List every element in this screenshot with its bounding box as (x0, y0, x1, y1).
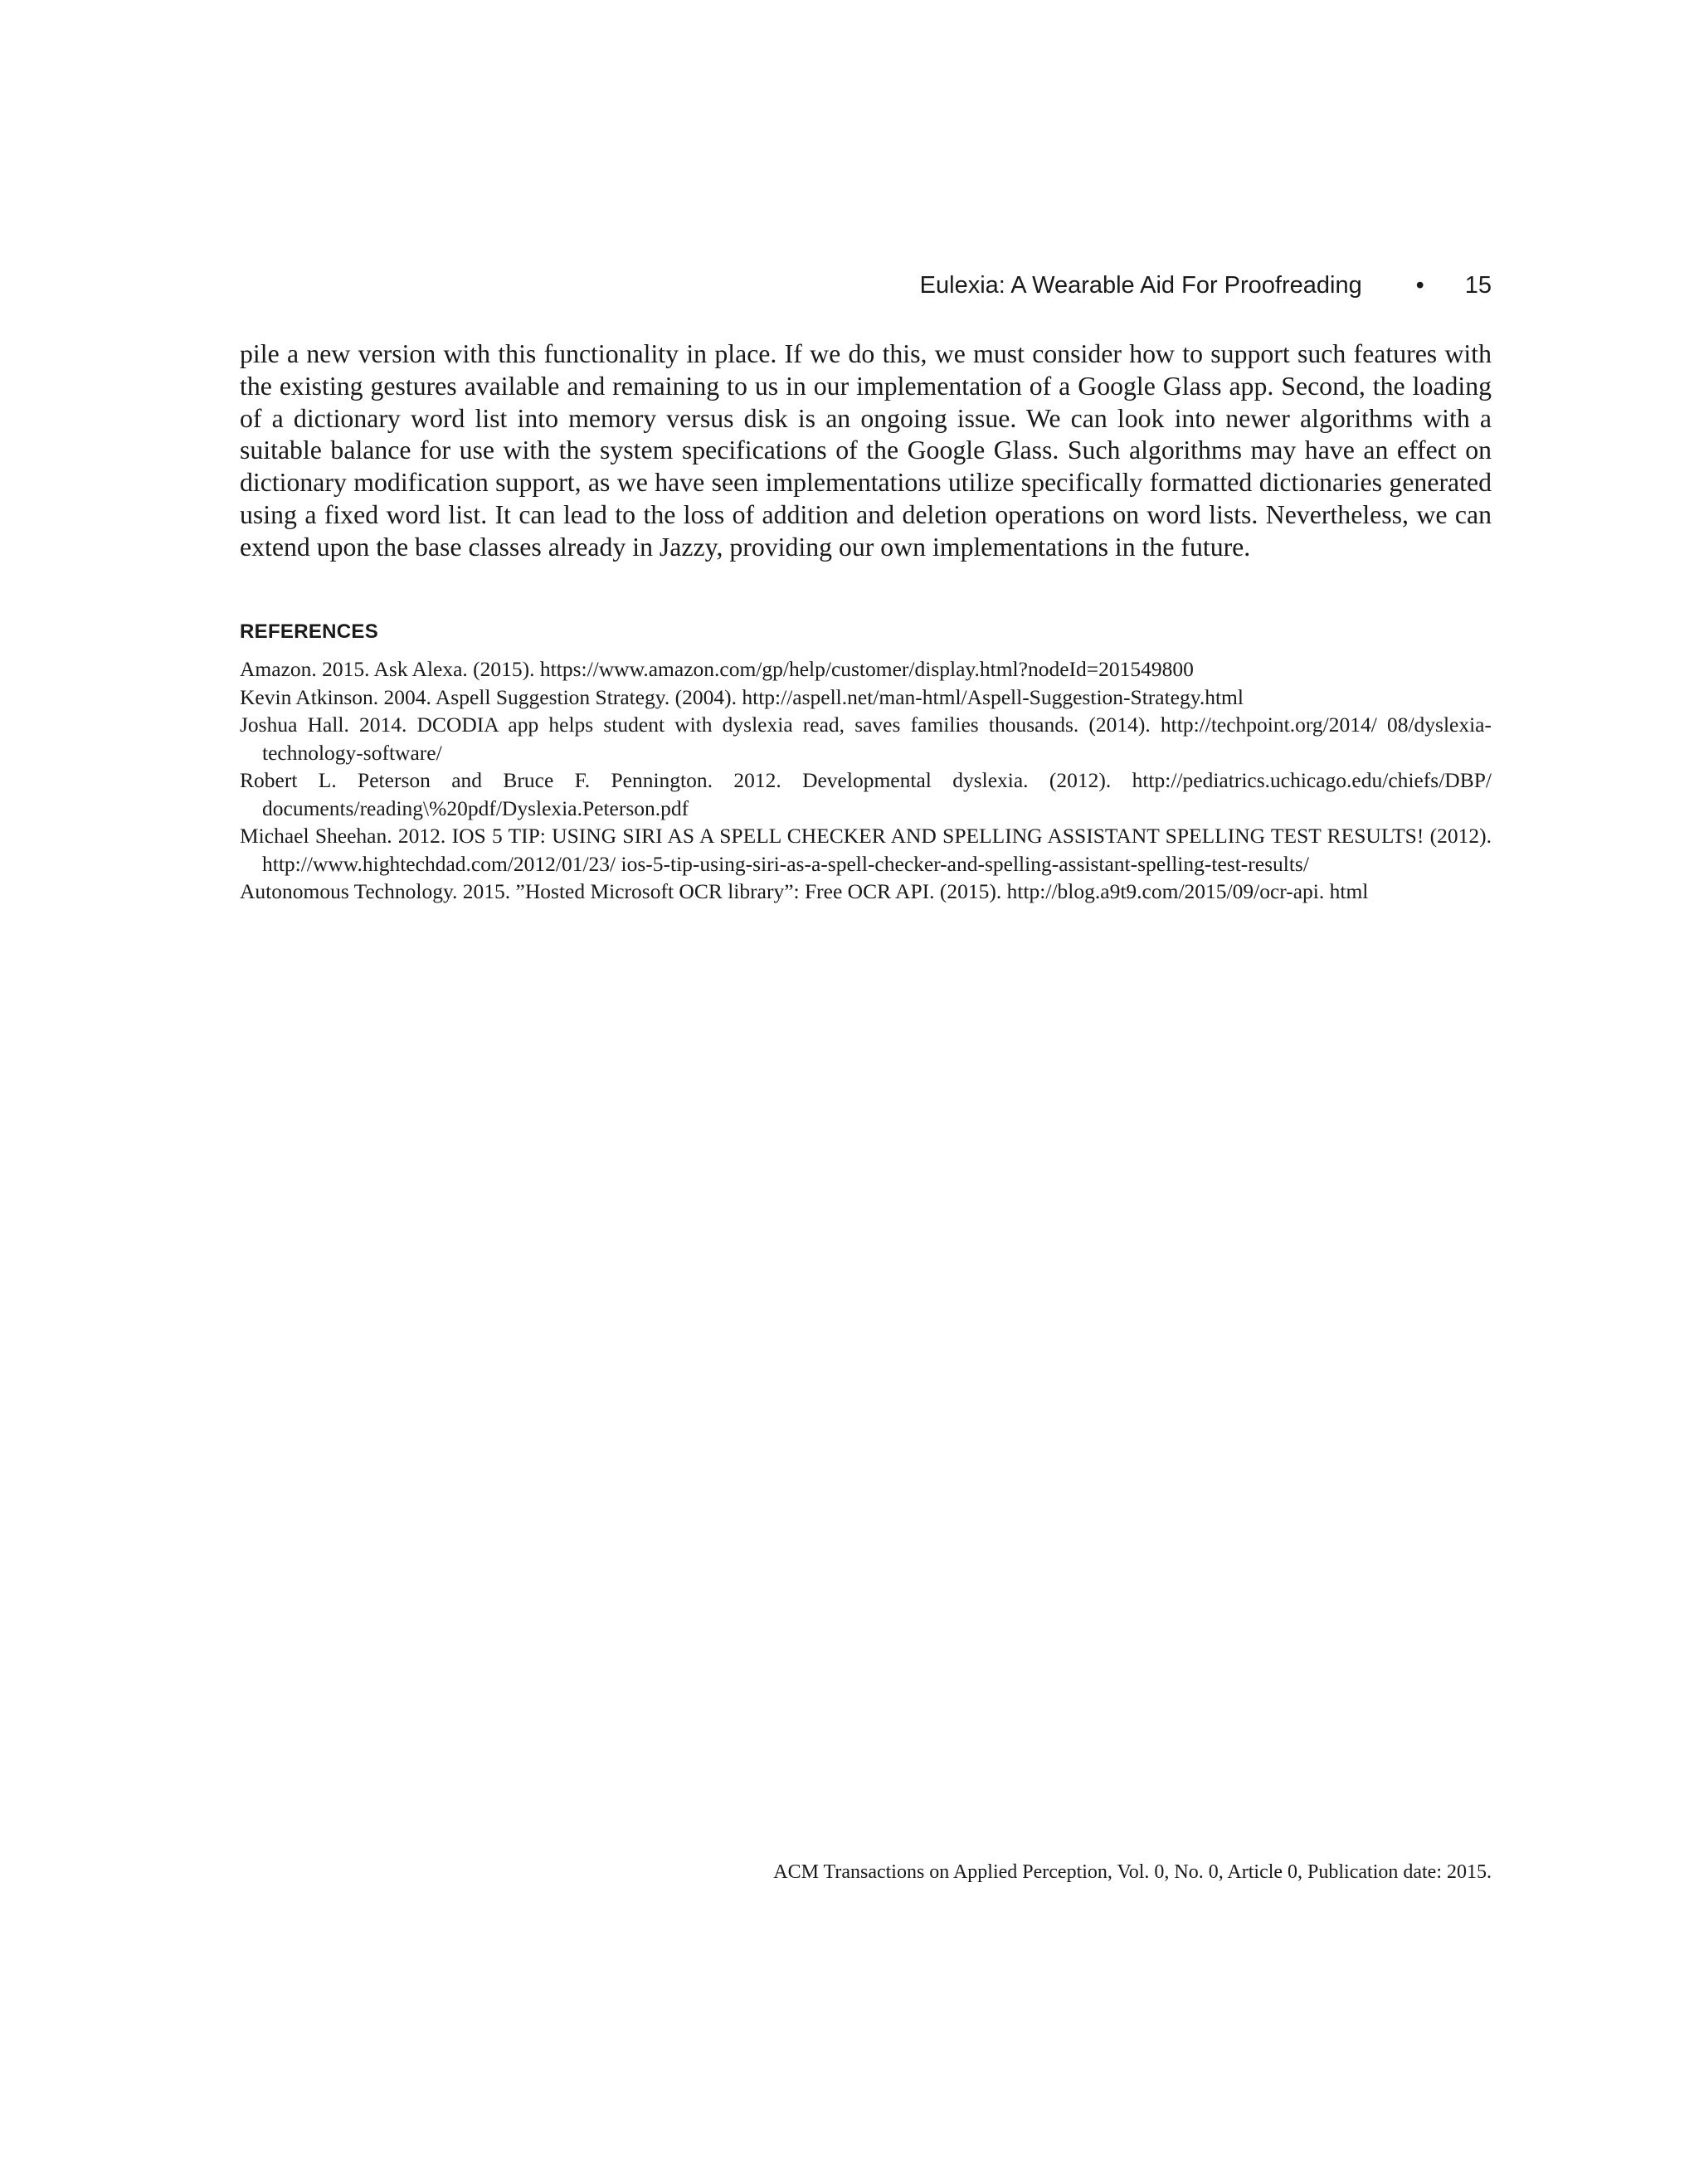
running-head (240, 272, 1492, 299)
references-heading: REFERENCES (240, 620, 379, 643)
reference-item: Autonomous Technology. 2015. ”Hosted Microsoft OCR library”: Free OCR API. (2015). http://blog.a9t9.com/2015/09/ocr-api. html (240, 879, 1369, 903)
references-list (240, 655, 1492, 906)
body-paragraph: pile a new version with this functionality in place. If we do this, we must consider how to support such features with the existing gestures available and remaining to us in our implementation of a Google Glass app. Second, the loading of a dictionary word list into memory versus disk is an ongoing issue. We can look into newer algorithms with a suitable balance for use with the system specifications of the Google Glass. Such algorithms may have an effect on dictionary modification support, as we have seen implementations utilize specifically formatted dictionaries generated using a fixed word list. It can lead to the loss of addition and deletion operations on word lists. Nevertheless, we can extend upon the base classes already in Jazzy, providing our own implementations in the future. (240, 339, 1492, 562)
reference-item: Michael Sheehan. 2012. IOS 5 TIP: USING SIRI AS A SPELL CHECKER AND SPELLING ASSISTANT SPELLING TEST RESULTS! (2012). http://www.hightechdad.com/2012/01/23/ ios-5-tip-using-siri-as-a-spell-checker-and-spelling-assistant-spelling-test-results/ (240, 824, 1492, 876)
reference-item: Joshua Hall. 2014. DCODIA app helps student with dyslexia read, saves families thousands. (2014). http://techpoint.org/2014/ 08/dyslexia-technology-software/ (240, 713, 1492, 765)
bullet-separator: • (1415, 272, 1424, 299)
publication-footer: ACM Transactions on Applied Perception, Vol. 0, No. 0, Article 0, Publication date: 2015. (773, 1861, 1492, 1883)
running-title: Eulexia: A Wearable Aid For Proofreading (919, 272, 1362, 299)
reference-item: Kevin Atkinson. 2004. Aspell Suggestion Strategy. (2004). http://aspell.net/man-html/Aspell-Suggestion-Strategy.html (240, 684, 1244, 709)
page-number: 15 (1464, 272, 1492, 299)
reference-item: Robert L. Peterson and Bruce F. Pennington. 2012. Developmental dyslexia. (2012). http://pediatrics.uchicago.edu/chiefs/DBP/ documents/reading\%20pdf/Dyslexia.Peterson.pdf (240, 768, 1492, 820)
reference-item: Amazon. 2015. Ask Alexa. (2015). https://www.amazon.com/gp/help/customer/display.html?nodeId=201549800 (240, 657, 1194, 681)
